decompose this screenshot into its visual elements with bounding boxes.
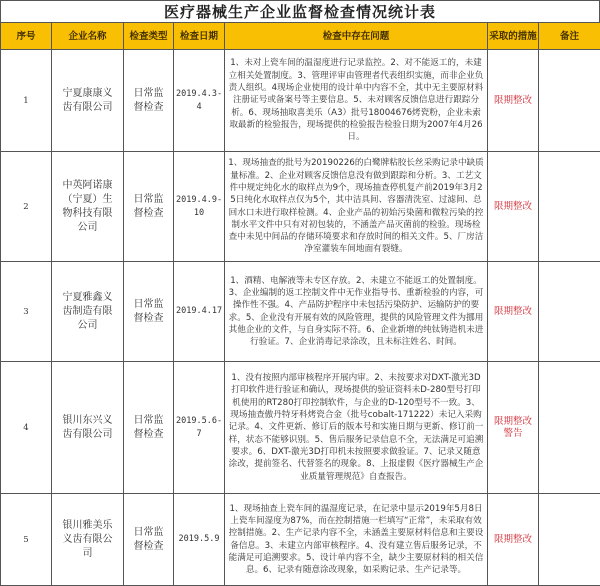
row-remark: [539, 494, 600, 586]
row-date: 2019.4.17: [174, 262, 225, 362]
row-measure: [488, 50, 539, 152]
row-company: 宁夏康康义齿有限公司: [52, 50, 124, 152]
table-row: [1, 262, 600, 362]
row-date: 2019.5.6-7: [174, 362, 225, 494]
row-index: 5: [1, 494, 52, 586]
row-issues: 1、现场抽查上瓷车间的温湿度记录，在记录中显示2019年5月8日上瓷车间湿度为87%，而在控制措施一栏填写“正常”，未采取有效控制措施。2、生产记录内容不全，未涵盖主要原材料信息和主要设备信息。3、未建立内部审核程序。4、没有建立售后服务记录，不能满足可追溯要求。5、设计单内容不全，缺少主要原材料的相关信息。6、记录有随意涂改现象，如采购记录、生产记录等。: [225, 494, 488, 586]
row-remark: [539, 152, 600, 262]
header-company: 企业名称: [52, 23, 124, 50]
row-issues: 1、现场抽查的批号为20190226的白鹭牌粘胶长丝采购记录中缺质量标准。2、企业对顾客反馈信息没有做到跟踪和分析。3、工艺文件中规定纯化水的取样点为9个，现场抽查停机复产前2019年3月25日纯化水取样点仅为5个，其中洁具间、容器清洗室、过滤间、总回水口未进行取样检测。4、企业产品的初始污染菌和微粒污染的控制水平文件中只有对初包装的，不涵盖产品灭菌前的检验。现场检查中未见中间品的存储环境要求和存放时间的相关文件。5、厂房洁净室灌装车间地面有裂缝。: [225, 152, 488, 262]
measure-line: 警告: [490, 428, 536, 440]
header-date: 检查日期: [174, 23, 225, 50]
header-type: 检查类型: [124, 23, 174, 50]
row-type: 日常监督检查: [124, 494, 174, 586]
row-type: 日常监督检查: [124, 362, 174, 494]
row-index: 2: [1, 152, 52, 262]
row-measure: [488, 152, 539, 262]
row-index: 1: [1, 50, 52, 152]
table-row: [1, 152, 600, 262]
row-index: 3: [1, 262, 52, 362]
measure-line: 限期整改: [490, 534, 536, 546]
row-measure: [488, 494, 539, 586]
row-date: 2019.5.9: [174, 494, 225, 586]
table-row: [1, 494, 600, 586]
row-measure: [488, 262, 539, 362]
row-company: 中英阿诺康（宁夏）生物科技有限公司: [52, 152, 124, 262]
row-date: 2019.4.3-4: [174, 50, 225, 152]
table-title: 医疗器械生产企业监督检查情况统计表: [0, 0, 600, 22]
row-index: 4: [1, 362, 52, 494]
row-type: 日常监督检查: [124, 152, 174, 262]
row-remark: [539, 262, 600, 362]
table-row: [1, 50, 600, 152]
row-date: 2019.4.9-10: [174, 152, 225, 262]
header-measure: 采取的措施: [488, 23, 539, 50]
measure-line: 限期整改: [490, 201, 536, 213]
row-remark: [539, 362, 600, 494]
measure-line: 限期整改: [490, 416, 536, 428]
measure-line: 限期整改: [490, 306, 536, 318]
header-issues: 检查中存在问题: [225, 23, 488, 50]
measure-line: 限期整改: [490, 95, 536, 107]
row-issues: 1、未对上瓷车间的温湿度进行记录监控。2、对不能返工的，未建立相关处置制度。3、管理评审由管理者代表组织实施，而非企业负责人组织。4现场企业使用的设计单中内容不全，其中无主要原材料注册证号或备案号等主要信息。5、未对顾客反馈信息进行跟踪分析。6、现场抽取喜美乐（A3）批号18004676烤瓷粉，企业未索取最新的检验报告，现场提供的检验报告检验日期为2007年4月26日。: [225, 50, 488, 152]
row-measure: [488, 362, 539, 494]
row-issues: 1、酒精、电解液等未专区存放。2、未建立不能返工的处置制度。3、企业编制的返工控制文件中无作业指导书、重新检验的内容，可操作性不强。4、产品防护程序中未包括污染防护、运输防护的要求。5、企业没有开展有效的风险管理，提供的风险管理文件为挪用其他企业的文件，与自身实际不符。6、企业新增的纯钛铸造机未进行验证。7、企业消毒记录涂改，且未标注姓名、时间。: [225, 262, 488, 362]
row-type: 日常监督检查: [124, 50, 174, 152]
inspection-table: [0, 22, 600, 586]
row-company: 银川雅美乐义齿有限公司: [52, 494, 124, 586]
row-remark: [539, 50, 600, 152]
header-index: 序号: [1, 23, 52, 50]
row-company: 银川东兴义齿有限公司: [52, 362, 124, 494]
header-row: [1, 23, 600, 50]
header-remark: 备注: [539, 23, 600, 50]
row-company: 宁夏雅鑫义齿制造有限公司: [52, 262, 124, 362]
row-type: 日常监督检查: [124, 262, 174, 362]
table-row: [1, 362, 600, 494]
row-issues: 1、没有按照内部审核程序开展内审。2、未按要求对DXT-激光3D打印软件进行验证和确认，现场提供的验证资料未D-280型号打印机使用的RT280打印控制软件，与企业的D-120型号不一致。3、现场抽查傲丹特牙科烤瓷合金（批号cobalt-171222）未记入采购记录。4、文件更新、修订后的版本号和实施日期与更新、修订前一样，状态不能够识别。5、售后服务记录信息不全，无法满足可追溯要求。6、DXT-激光3D打印机未按照要求做验证。7、记录又随意涂改，提前签名、代替签名的现象。8、上报虚假《医疗器械生产企业质量管理规范》自查报告。: [225, 362, 488, 494]
